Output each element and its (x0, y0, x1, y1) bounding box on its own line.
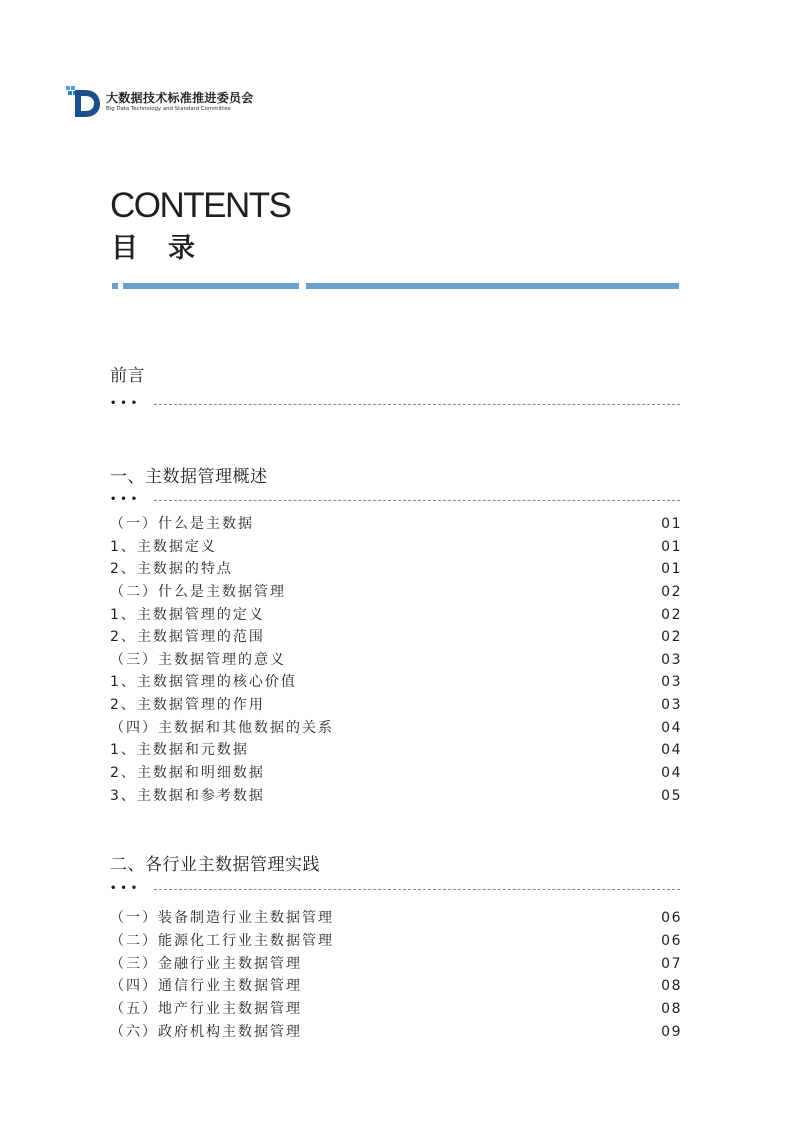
toc-entry-label: 2、主数据管理的范围 (110, 629, 265, 645)
section-title-overview: 一、主数据管理概述 (110, 467, 268, 487)
toc-entry[interactable] (110, 626, 682, 648)
toc-entry-page: 01 (661, 516, 682, 532)
toc-entry-label: （三）主数据管理的意义 (110, 652, 286, 668)
toc-entry[interactable] (110, 649, 682, 671)
toc-entry-page: 02 (661, 607, 682, 623)
toc-entry-label: 2、主数据的特点 (110, 561, 233, 577)
toc-entry[interactable] (110, 907, 682, 929)
accent-bar-long (306, 283, 679, 289)
toc-entry-page: 07 (661, 956, 682, 972)
toc-entry[interactable] (110, 930, 682, 952)
accent-bar-small (112, 283, 118, 289)
section-divider: ••• (110, 495, 680, 505)
toc-entry-page: 02 (661, 584, 682, 600)
toc-entry-page: 09 (661, 1024, 682, 1040)
toc-entry-page: 05 (661, 788, 682, 804)
section-title-practice: 二、各行业主数据管理实践 (110, 855, 320, 875)
toc-entry-page: 03 (661, 697, 682, 713)
toc-entry[interactable] (110, 694, 682, 716)
toc-entry-label: 2、主数据管理的作用 (110, 697, 265, 713)
toc-entry-page: 08 (661, 978, 682, 994)
toc-entry-label: （二）什么是主数据管理 (110, 584, 286, 600)
toc-entry[interactable] (110, 998, 682, 1020)
toc-entry-label: 2、主数据和明细数据 (110, 765, 265, 781)
toc-entry-label: 1、主数据定义 (110, 539, 217, 555)
toc-entry-page: 08 (661, 1001, 682, 1017)
logo-name-cn: 大数据技术标准推进委员会 (106, 91, 254, 105)
toc-entry-page: 04 (661, 765, 682, 781)
toc-entry[interactable] (110, 953, 682, 975)
toc-entry-page: 06 (661, 933, 682, 949)
toc-entry-label: （二）能源化工行业主数据管理 (110, 933, 334, 949)
toc-entry-label: （一）装备制造行业主数据管理 (110, 910, 334, 926)
accent-bar-medium (123, 283, 299, 289)
toc-title-cn: 目录 (111, 233, 225, 264)
toc-entry-label: （四）通信行业主数据管理 (110, 978, 302, 994)
toc-entry-label: （六）政府机构主数据管理 (110, 1024, 302, 1040)
contents-title: CONTENTS (110, 186, 291, 225)
toc-entry-label: 1、主数据管理的定义 (110, 607, 265, 623)
toc-entry-page: 04 (661, 720, 682, 736)
toc-entry-label: 1、主数据和元数据 (110, 742, 249, 758)
toc-entry-label: （一）什么是主数据 (110, 516, 254, 532)
toc-entry[interactable] (110, 558, 682, 580)
section-divider: ••• (110, 884, 680, 894)
toc-entry-page: 06 (661, 910, 682, 926)
toc-entry-page: 04 (661, 742, 682, 758)
toc-entry[interactable] (110, 717, 682, 739)
toc-entry[interactable] (110, 1021, 682, 1043)
toc-entry-label: （四）主数据和其他数据的关系 (110, 720, 334, 736)
section-divider: ••• (110, 399, 680, 409)
logo-mark-icon (66, 86, 102, 118)
toc-entry[interactable] (110, 513, 682, 535)
section-title-preface: 前言 (110, 366, 145, 386)
toc-entry-page: 01 (661, 561, 682, 577)
toc-entry[interactable] (110, 671, 682, 693)
toc-entry-label: 1、主数据管理的核心价值 (110, 674, 297, 690)
toc-entry-page: 03 (661, 674, 682, 690)
toc-entry-page: 02 (661, 629, 682, 645)
toc-entry[interactable] (110, 975, 682, 997)
logo-name-en: Big Data Technology and Standard Committee (106, 106, 231, 112)
toc-entry-page: 01 (661, 539, 682, 555)
toc-entry[interactable] (110, 739, 682, 761)
toc-entry-page: 03 (661, 652, 682, 668)
toc-entry[interactable] (110, 604, 682, 626)
toc-entry[interactable] (110, 785, 682, 807)
toc-entry-label: （五）地产行业主数据管理 (110, 1001, 302, 1017)
toc-entry[interactable] (110, 581, 682, 603)
toc-entry-label: （三）金融行业主数据管理 (110, 956, 302, 972)
toc-entry-label: 3、主数据和参考数据 (110, 788, 265, 804)
toc-entry[interactable] (110, 762, 682, 784)
toc-entry[interactable] (110, 536, 682, 558)
